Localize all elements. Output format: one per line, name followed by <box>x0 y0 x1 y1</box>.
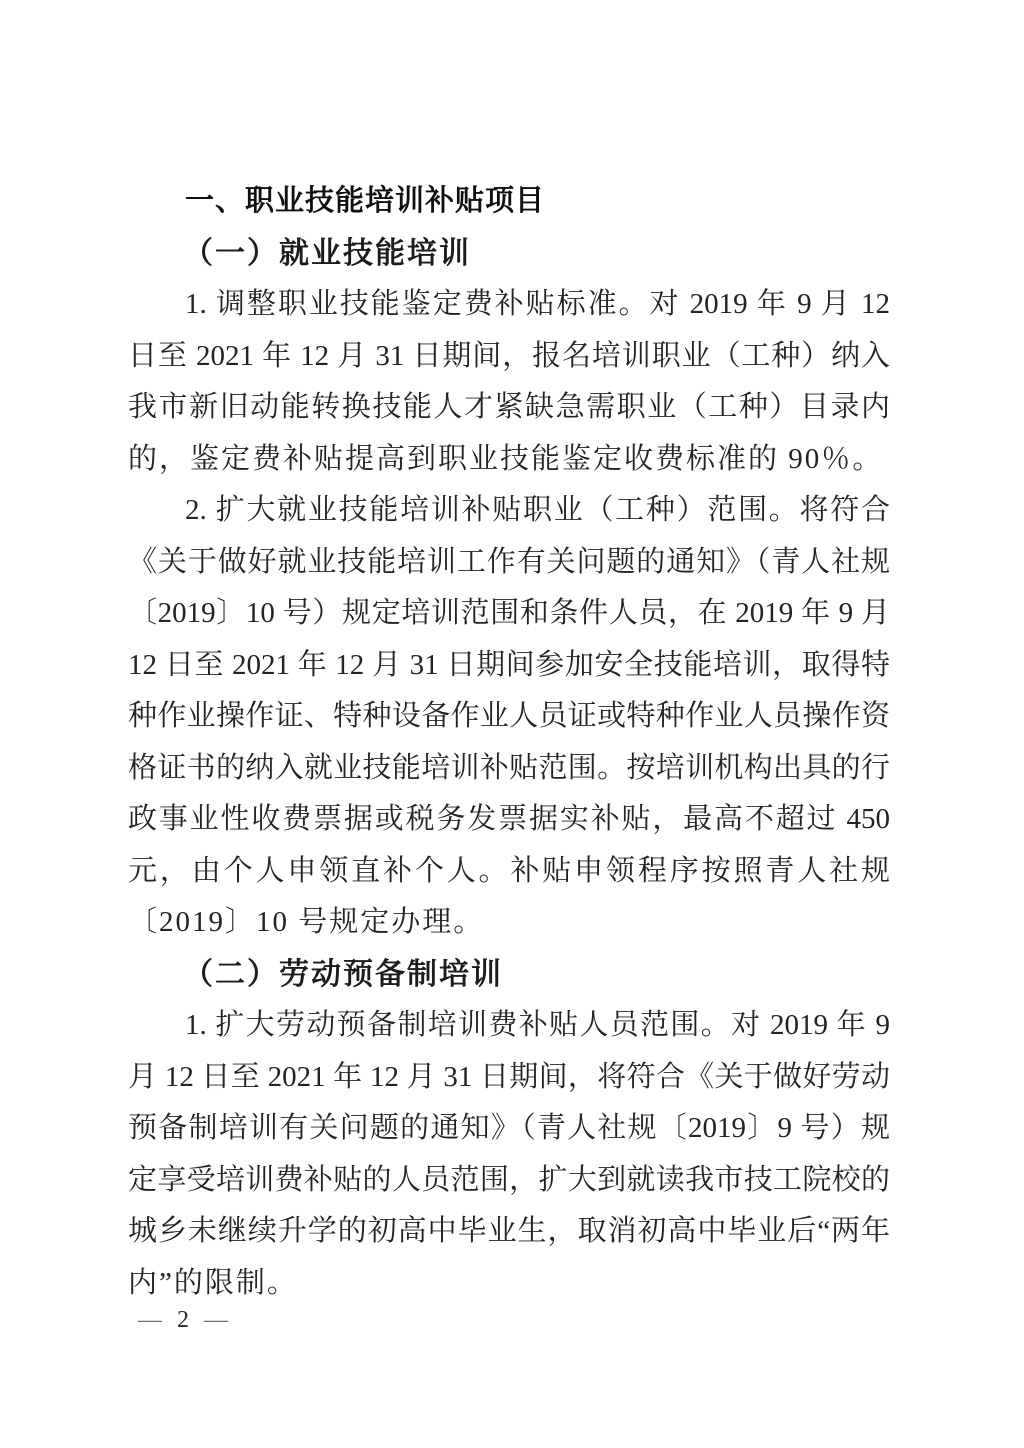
text-line: 我市新旧动能转换技能人才紧缺急需职业（工种）目录内 <box>128 391 890 423</box>
text-line: 1. 扩大劳动预备制培训费补贴人员范围。对 2019 年 9 <box>185 1009 890 1041</box>
text-line: 〔2019〕10 号）规定培训范围和条件人员，在 2019 年 9 月 <box>128 597 890 629</box>
text-line: 格证书的纳入就业技能培训补贴范围。按培训机构出具的行 <box>128 751 890 784</box>
text-line: 种作业操作证、特种设备作业人员证或特种作业人员操作资 <box>128 700 890 732</box>
subsection-heading: （二）劳动预备制培训 <box>183 957 503 991</box>
page-number-dash-right: — <box>204 1307 228 1333</box>
page-number-dash-left: — <box>138 1307 162 1333</box>
section-heading: 一、职业技能培训补贴项目 <box>185 185 546 217</box>
text-line: 12 日至 2021 年 12 月 31 日期间参加安全技能培训，取得特 <box>128 648 890 681</box>
text-line: 《关于做好就业技能培训工作有关问题的通知》（青人社规 <box>128 545 890 578</box>
text-line: 政事业性收费票据或税务发票据实补贴，最高不超过 450 <box>128 803 890 835</box>
subsection-heading: （一）就业技能培训 <box>183 236 471 270</box>
page-number <box>138 1301 228 1339</box>
text-line: 元，由个人申领直补个人。补贴申领程序按照青人社规 <box>128 854 890 887</box>
text-line: 日至 2021 年 12 月 31 日期间，报名培训职业（工种）纳入 <box>128 339 890 372</box>
text-line: 〔2019〕10 号规定办理。 <box>128 906 485 938</box>
text-line: 的，鉴定费补贴提高到职业技能鉴定收费标准的 90％。 <box>128 442 884 475</box>
text-line: 城乡未继续升学的初高中毕业生，取消初高中毕业后“两年 <box>128 1215 890 1247</box>
text-line: 月 12 日至 2021 年 12 月 31 日期间，将符合《关于做好劳动 <box>128 1060 890 1093</box>
text-line: 定享受培训费补贴的人员范围，扩大到就读我市技工院校的 <box>128 1163 890 1196</box>
text-line: 1. 调整职业技能鉴定费补贴标准。对 2019 年 9 月 12 <box>185 288 890 320</box>
text-line: 2. 扩大就业技能培训补贴职业（工种）范围。将符合 <box>185 494 890 526</box>
text-line: 内”的限制。 <box>128 1266 298 1299</box>
page-number-value: 2 <box>177 1307 189 1333</box>
document-body <box>128 176 890 1309</box>
text-line: 预备制培训有关问题的通知》（青人社规〔2019〕9 号）规 <box>128 1112 890 1144</box>
